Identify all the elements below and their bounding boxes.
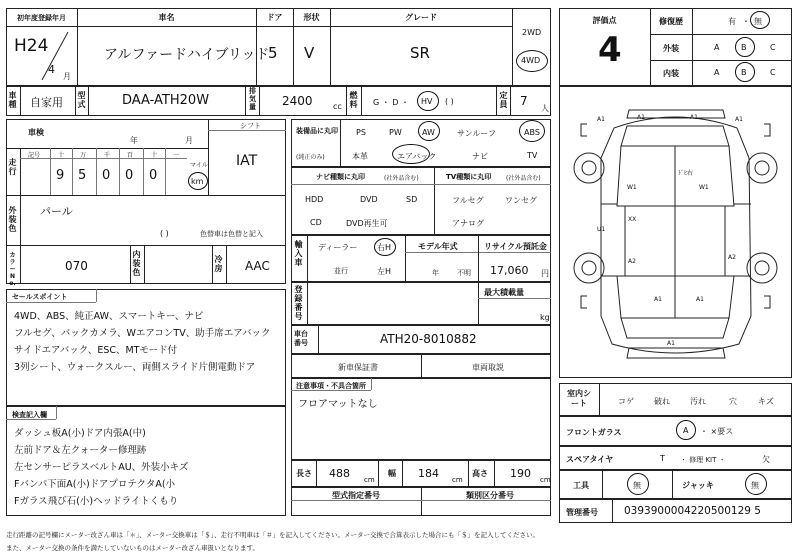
first-reg-label: 初年度登録年月 xyxy=(17,14,66,22)
vehicle-type: 自家用 xyxy=(30,96,63,109)
damage-mark: ﾄﾞﾋ右 xyxy=(678,170,694,177)
import-right-h: 右H xyxy=(377,243,392,252)
damage-mark: A2 xyxy=(728,254,736,261)
damage-mark: A1 xyxy=(690,114,698,121)
mileage-header: 万 xyxy=(80,152,87,159)
damage-mark: A1 xyxy=(667,340,675,347)
recycle-fee: 17,060 xyxy=(490,264,529,277)
mileage-digit: 5 xyxy=(78,168,87,183)
auction-sheet: 初年度登録年月 車名 ドア 形状 グレード H24 4 月 アルファードハイブリッド 5 V SR 2WD 4WD 車種 自家用 型式 DAA-ATH20W 排気量 2400 cc 燃料 G ・ D ・ HV ( ) 定員 7 人 車検 年 月 シフト IAT 走行 記号 十 万 千 百 十 一 9 5 0 0 0 マイル km 外装色 パール ( ) 色替車は色替と記入 カラーNo. 070 内装色 冷房 AAC セールスポイント 4WD、ABS、純正AW、スマートキー、ナビ フルセグ、バックカメラ、WエアコンTV、助手席エアバック サイドエアバック、ESC、MTモード付 3列シート、ウォークスルー、両側スライド片側電動ドア 検査記入欄 ダッシュ板A(小)ドア内張A(中) 左前ドア＆左クォーター修理跡 左センサーピラスベルトAU、外装小キズ Fバンパ下面A(小)ドアプロテクタA(小 Fガラス飛び石(小)ヘッドライトくもり 装備品に丸印 (純正のみ) PS PW AW サンルーフ ABS 本革 エアバック ナビ TV ナビ種類に丸印 (社外品含む) TV種類に丸印 (社外品含む) HDD DVD SD CD DVD再生可 フルセグ ワンセグ アナログ 輸入車 ディーラー 並行 右H 左H モデル年式 年 不明 リサイクル預託金 17,060 円 登録番号 最大積載量 kg 車台番号 ATH20-8010882 新車保証書 車両取説 注意事項・不具合箇所 フロアマットなし 長さ 488 cm 幅 184 cm 高さ 190 cm 型式指定番号 類別区分番号 評価点 4 修復歴 有 ・ 無 外装 A B C 内装 A B C A1 A1 A1 A1 W1 W1 XX U1 A2 A2 A1 A1 A1 ﾄﾞﾋ右 室内シート コゲ 破れ 汚れ 穴 キズ フロントガラス A ・ ×要ス スペアタイヤ T ・ 修理 KIT ・ 欠 工具 無 ジャッキ 無 管理番号 0393900004220500129 5 走行距離の記号欄にメーター改ざん車は「＊」、メーター交換車は「＄」、走行不明車は「＃」を記入してください。メーター交換で合算表示した場合にも「＄」を記入してください。 また、メーター交換の条件を満たしていないものはメーター改ざん車扱いとなります。 xyxy=(0,0,800,557)
drive-2wd: 2WD xyxy=(522,28,542,37)
mileage-digit: 9 xyxy=(56,168,65,183)
damage-mark: A1 xyxy=(597,116,605,123)
fuel-hv: HV xyxy=(421,97,433,106)
repair-none: 無 xyxy=(754,17,762,26)
shape-label: 形状 xyxy=(303,13,320,22)
notes-value: フロアマットなし xyxy=(298,399,378,410)
tools-none: 無 xyxy=(633,481,641,490)
mileage-header: 記号 xyxy=(28,152,41,159)
note-line: Fガラス飛び石(小)ヘッドライトくもり xyxy=(14,496,179,507)
damage-mark: W1 xyxy=(627,184,637,191)
note-line: 左センサーピラスベルトAU、外装小キズ xyxy=(14,462,189,473)
note-line: ダッシュ板A(小)ドア内張A(中) xyxy=(14,428,146,439)
height: 190 xyxy=(510,467,531,480)
footer-line: 走行距離の記号欄にメーター改ざん車は「＊」、メーター交換車は「＄」、走行不明車は「＃」を記入してください。メーター交換で合算表示した場合にも「＄」を記入してください。 xyxy=(6,531,539,539)
car-name-label: 車名 xyxy=(158,13,175,22)
grade-label: グレード xyxy=(405,13,437,22)
damage-mark: A1 xyxy=(735,116,743,123)
sales-line: フルセグ、バックカメラ、WエアコンTV、助手席エアバック xyxy=(14,328,271,339)
footer-line: また、メーター交換の条件を満たしていないものはメーター改ざん車扱いとなります。 xyxy=(6,544,259,552)
mileage-header: 十 xyxy=(58,152,65,159)
width: 184 xyxy=(418,467,439,480)
car-outline xyxy=(559,86,792,378)
first-reg-month: 4 xyxy=(48,63,55,76)
shift-value: IAT xyxy=(236,153,258,169)
sales-line: 4WD、ABS、純正AW、スマートキー、ナビ xyxy=(14,311,204,322)
jack-none: 無 xyxy=(751,481,759,490)
equip-aw: AW xyxy=(422,128,435,137)
exterior-grade-b: B xyxy=(741,43,747,52)
equip-abs: ABS xyxy=(524,128,540,137)
drive-4wd: 4WD xyxy=(521,56,541,65)
grade: SR xyxy=(410,44,430,62)
evaluation-score: 4 xyxy=(598,30,622,70)
damage-mark: A1 xyxy=(654,296,662,303)
exterior-color: パール xyxy=(40,205,73,218)
windshield-grade: A xyxy=(683,426,689,435)
mileage-digit: 0 xyxy=(125,168,134,183)
mileage-header: 十 xyxy=(151,152,158,159)
equip-airbag: エアバック xyxy=(397,152,437,161)
mileage-digit: 0 xyxy=(149,168,158,183)
shape: V xyxy=(304,44,315,62)
ac-value: AAC xyxy=(245,259,270,273)
mileage-header: 千 xyxy=(104,152,111,159)
doors: 5 xyxy=(268,44,278,62)
capacity: 7 xyxy=(520,94,528,108)
damage-mark: A1 xyxy=(696,296,704,303)
mileage-header: 百 xyxy=(127,152,134,159)
sales-line: 3列シート、ウォークスルー、両側スライド片側電動ドア xyxy=(14,362,256,373)
damage-mark: A2 xyxy=(628,258,636,265)
damage-mark: A1 xyxy=(637,114,645,121)
damage-mark: U1 xyxy=(597,226,606,233)
door-label: ドア xyxy=(266,13,283,22)
first-reg-year: H24 xyxy=(14,36,49,56)
damage-mark: XX xyxy=(628,216,637,223)
note-line: Fバンパ下面A(小)ドアプロテクタA(小 xyxy=(14,479,176,490)
car-name: アルファードハイブリッド xyxy=(104,47,270,63)
sales-line: サイドエアバック、ESC、MTモード付 xyxy=(14,345,178,356)
interior-grade-b: B xyxy=(741,68,747,77)
mileage-header: 一 xyxy=(173,152,180,159)
displacement: 2400 xyxy=(282,94,313,108)
damage-mark: W1 xyxy=(699,184,709,191)
inspection-block xyxy=(6,119,286,284)
note-line: 左前ドア＆左クォーター修理跡 xyxy=(14,445,147,456)
length: 488 xyxy=(329,467,350,480)
management-number: 0393900004220500129 5 xyxy=(624,505,761,517)
mileage-digit: 0 xyxy=(102,168,111,183)
color-number: 070 xyxy=(65,259,88,273)
model-code: DAA-ATH20W xyxy=(122,93,210,108)
km-unit: km xyxy=(191,177,204,186)
chassis-number: ATH20-8010882 xyxy=(380,332,477,346)
